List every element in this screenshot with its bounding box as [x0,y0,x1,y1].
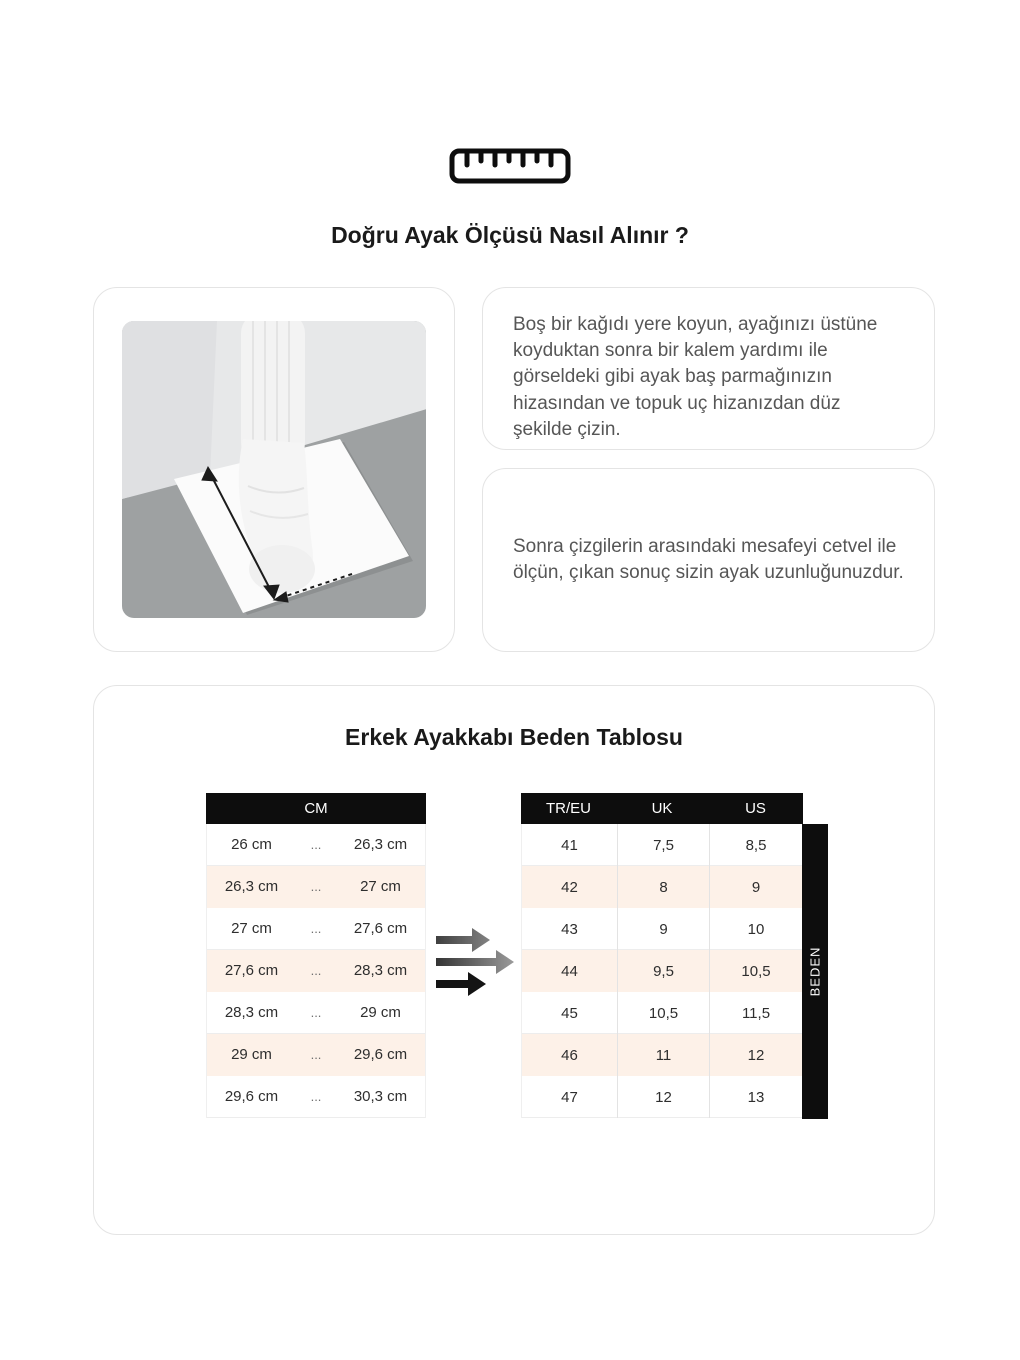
size-table-row: 47 12 13 [522,1076,802,1118]
instruction-box-1 [482,287,935,450]
range-ellipsis: ... [310,921,322,936]
size-table-header-row [521,793,803,824]
beden-vertical-label: BEDEN [802,824,828,1119]
instruction-text-1: Boş bir kağıdı yere koyun, ayağınızı üstüne koyduktan sonra bir kalem yardımı ile görseldeki gibi ayak baş parmağınızın hizasından ve topuk uç hizanızdan düz şekilde çizin. [513,314,878,440]
page-title: Doğru Ayak Ölçüsü Nasıl Alınır ? [331,222,689,248]
size-table-row: 43 9 10 [522,908,802,950]
size-tables [94,793,934,1123]
range-ellipsis: ... [310,1005,322,1020]
instruction-boxes [482,287,935,652]
ruler-icon-wrap [0,146,1020,191]
size-table-row: 46 11 12 [522,1034,802,1076]
size-table-row: 42 8 9 [522,866,802,908]
header-us: US [745,800,766,817]
size-table-row: 45 10,5 11,5 [522,992,802,1034]
size-table-row: 41 7,5 8,5 [522,824,802,866]
instruction-text-2: Sonra çizgilerin arasındaki mesafeyi cetvel ile ölçün, çıkan sonuç sizin ayak uzunluğunuzdur. [513,535,904,583]
instructions-section [93,287,935,652]
cm-table-row: 27 cm ... 27,6 cm [207,908,425,950]
cm-table-header: CM [206,793,426,824]
cm-table [206,793,426,1118]
size-table-title: Erkek Ayakkabı Beden Tablosu [345,724,683,750]
range-ellipsis: ... [310,837,322,852]
cm-table-row: 29,6 cm ... 30,3 cm [207,1076,425,1118]
foot-measurement-illustration [122,321,426,618]
cm-table-row: 27,6 cm ... 28,3 cm [207,950,425,992]
foot-measure-photo-card [93,287,455,652]
triple-right-arrows-icon [432,921,522,1001]
range-ellipsis: ... [310,879,322,894]
cm-table-row: 29 cm ... 29,6 cm [207,1034,425,1076]
size-table-card [93,685,935,1235]
header-tr-eu: TR/EU [546,800,591,817]
cm-table-row: 26,3 cm ... 27 cm [207,866,425,908]
size-table-row: 44 9,5 10,5 [522,950,802,992]
international-size-table [521,793,803,1118]
cm-table-row: 28,3 cm ... 29 cm [207,992,425,1034]
range-ellipsis: ... [310,1047,322,1062]
range-ellipsis: ... [310,1089,322,1104]
header-uk: UK [651,800,673,817]
instruction-box-2 [482,468,935,652]
ruler-icon [448,146,572,191]
cm-table-row: 26 cm ... 26,3 cm [207,824,425,866]
range-ellipsis: ... [310,963,322,978]
